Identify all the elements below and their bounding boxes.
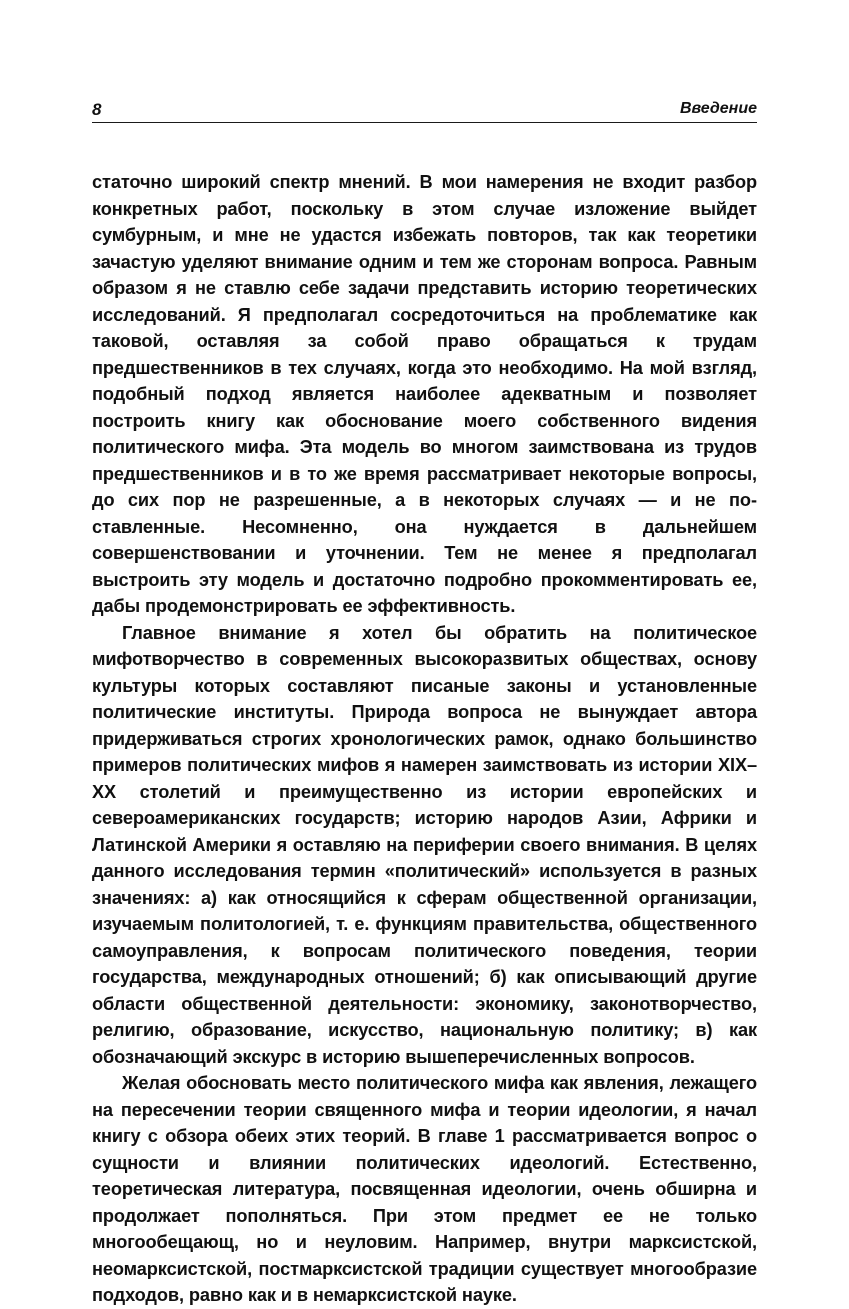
page-header [92,98,757,123]
paragraph-3: Желая обосновать место политического мифа как явления, лежащего на пересечении теории священного мифа и теории идеологии, я начал книгу с обзора обеих этих теорий. В главе 1 рассматривается вопрос о сущности и влиянии политических идеологий. Естественно, теоретическая литература, посвященная идеологии, очень обширна и продолжает пополняться. При этом предмет ее не только многообещающ, но и неуловим. Например, внутри марксистской, неомарксистской, постмарксистской традиции существует многообразие подходов, равно как и в немарксистской науке. [92,1073,757,1305]
paragraph-2: Главное внимание я хотел бы обратить на политическое мифотворчество в современных высокоразвитых обществах, основу культуры которых составляют писаные законы и установленные политические институты. Природа вопроса не вынуждает автора придерживаться строгих хронологических рамок, однако большинство примеров политических мифов я намерен заимствовать из истории XIX–XX столетий и преимущественно из истории европейских и североамериканских государств; историю народов Азии, Африки и Латинской Америки я оставляю на периферии своего внимания. В целях данного исследования термин «политический» используется в разных значениях: а) как относящийся к сферам общественной организации, изучаемым политологией, т. е. функциям правительства, общественного самоуправления, к вопросам политического поведения, теории государства, международных отношений; б) как описывающий другие области общественной деятельности: экономику, законотворчество, религию, образование, искусство, национальную политику; в) как обозначающий экскурс в историю вышеперечисленных вопросов. [92,622,757,1067]
paragraph-1: статочно широкий спектр мнений. В мои намерения не входит разбор конкретных работ, поскольку в этом случае изложение выйдет сумбурным, и мне не удастся избежать повторов, так как теоретики зачастую уделяют внимание одним и тем же сторонам вопроса. Равным образом я не ставлю себе задачи представить историю теоретических исследований. Я предполагал сосредоточиться на проблематике как таковой, оставляя за собой право обращаться к трудам предшественников в тех случаях, когда это необходимо. На мой взгляд, подобный подход является наиболее адекватным и позволяет построить книгу как обоснование моего собственного видения политического мифа. Эта модель во многом заимствована из трудов предшественников и в то же время рассматривает некоторые вопросы, до сих пор не разрешенные, а в некоторых случаях — и не поставленные. Несомненно, она нуждается в дальнейшем совершенствовании и уточнении. Тем не менее я предполагал выстроить эту модель и достаточно подробно прокомментировать ее, дабы продемонстрировать ее эффективность. [92,172,757,616]
page-number: 8 [92,100,102,119]
running-head: Введение [679,100,757,117]
body-text [92,169,757,1309]
